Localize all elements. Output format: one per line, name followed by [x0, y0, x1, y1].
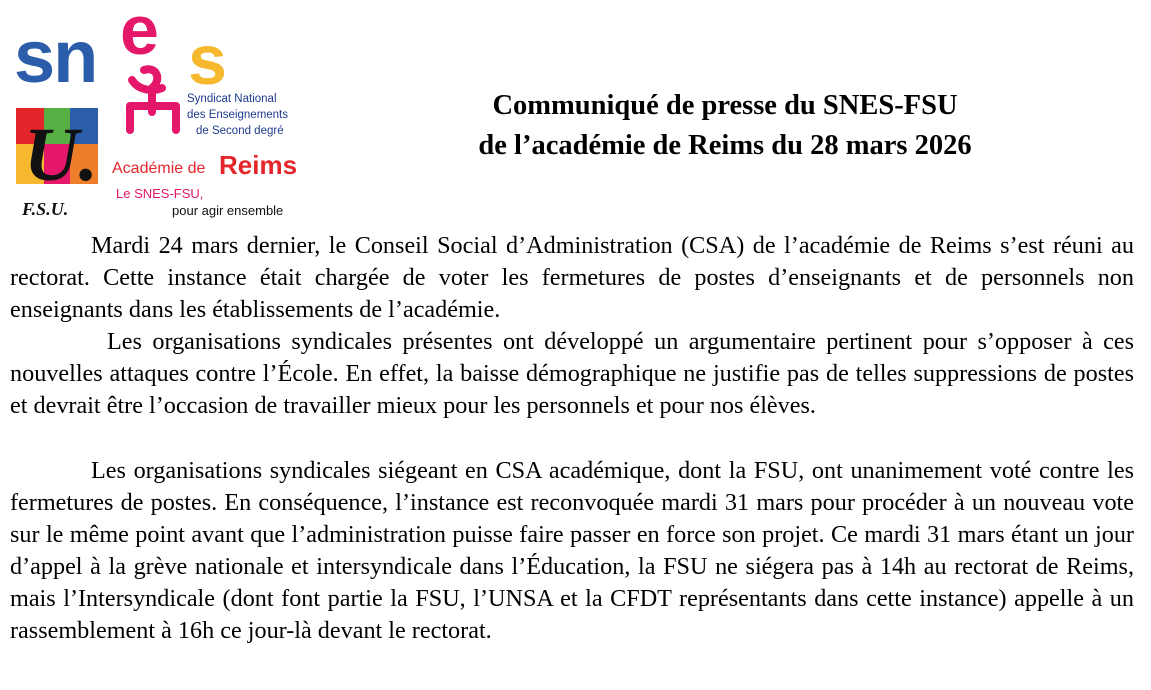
- logo-e-letter: e: [120, 8, 159, 69]
- logo-u-letter: U.: [24, 113, 98, 197]
- paragraph-1: Mardi 24 mars dernier, le Conseil Social d’Administration (CSA) de l’académie de Reims s’est réuni au rectorat. Cette instance était chargée de voter les fermetures de postes d’enseignants et de personnels non enseignants dans les établissements de l’académie.: [10, 232, 1134, 324]
- logo-tagline-1: Syndicat National: [187, 93, 277, 105]
- paragraph-3: Les organisations syndicales siégeant en CSA académique, dont la FSU, ont unanimement voté contre les fermetures de postes. En conséquence, l’instance est reconvoquée mardi 31 mars pour procéder à un nouveau vote sur le même point avant que l’administration puisse faire passer en force son projet. Ce mardi 31 mars étant un jour d’appel à la grève nationale et intersyndicale dans l’Éducation, la FSU ne siégera pas à 14h au rectorat de Reims, mais l’Intersyndicale (dont font partie la FSU, l’UNSA et la CFDT représentants dans cette instance) appelle à un rassemblement à 16h ce jour-là devant le rectorat.: [10, 457, 1134, 645]
- snes-fsu-logo: [12, 8, 322, 220]
- press-release-title-line-2: de l’académie de Reims du 28 mars 2026: [478, 130, 972, 161]
- logo-fsu-text: F.S.U.: [22, 199, 69, 219]
- paragraph-2: Les organisations syndicales présentes ont développé un argumentaire pertinent pour s’opposer à ces nouvelles attaques contre l’École. En effet, la baisse démographique ne justifie pas de telles suppressions de postes et devrait être l’occasion de travailler mieux pour les personnels et pour nos élèves.: [10, 328, 1134, 420]
- logo-sn-letters: sn: [14, 15, 97, 98]
- logo-s-letter: s: [188, 21, 227, 99]
- logo-academie-city: Reims: [219, 150, 298, 180]
- logo-tagline-3: de Second degré: [196, 125, 284, 137]
- logo-figure: [130, 69, 176, 130]
- logo-motto-2: pour agir ensemble: [172, 203, 284, 218]
- logo-academie-prefix: Académie de: [112, 160, 206, 177]
- press-release-title-line-1: Communiqué de presse du SNES-FSU: [492, 90, 958, 121]
- logo-tagline-2: des Enseignements: [187, 109, 289, 121]
- logo-motto-1: Le SNES-FSU,: [116, 186, 204, 201]
